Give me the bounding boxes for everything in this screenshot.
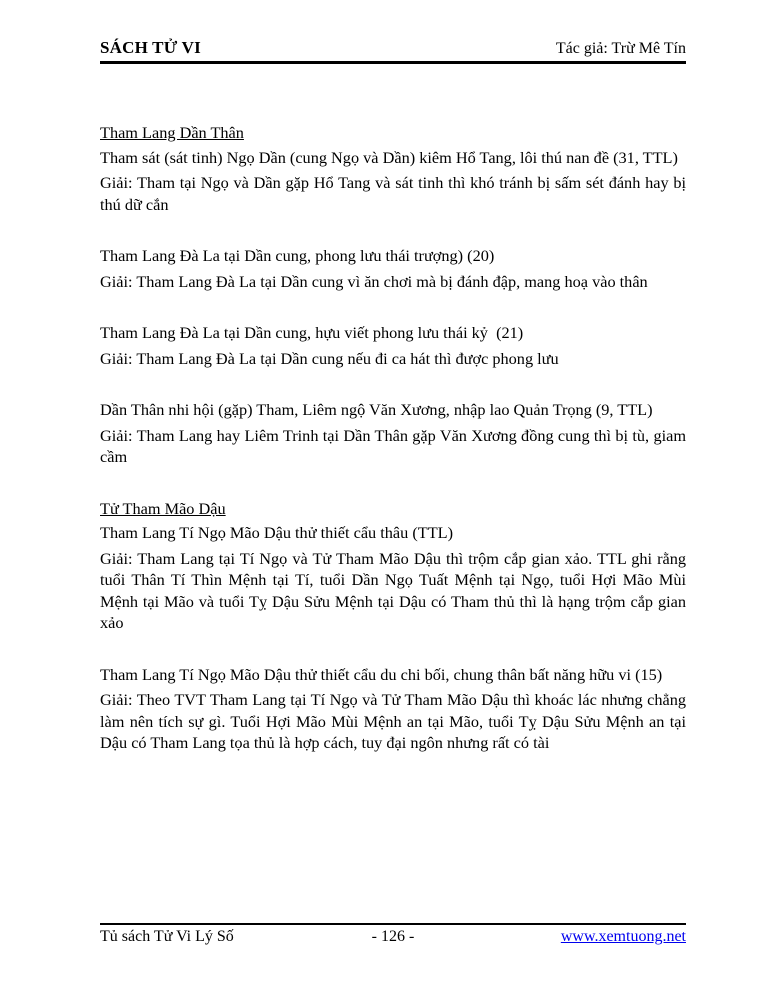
verse-paragraph: Tham sát (sát tinh) Ngọ Dần (cung Ngọ và Dần) kiêm Hổ Tang, lôi thú nan đề (31, TTL) [100, 147, 678, 167]
page-header [100, 38, 686, 64]
verse-paragraph: Tham Lang Đà La tại Dần cung, hựu viết phong lưu thái kỷ (21) [100, 323, 524, 342]
page-number: - 126 - [371, 928, 415, 945]
section-heading: Tham Lang Dần Thân [100, 123, 244, 142]
verse-paragraph: Tham Lang Đà La tại Dần cung, phong lưu thái trượng) (20) [100, 246, 495, 265]
explanation-paragraph: Giải: Tham Lang Đà La tại Dần cung nếu đi ca hát thì được phong lưu [100, 348, 559, 368]
explanation-paragraph: Giải: Tham Lang hay Liêm Trinh tại Dần Thân gặp Văn Xương đồng cung thì bị tù, giam cầm [100, 425, 686, 466]
page-footer [100, 923, 686, 946]
section-heading: Tử Tham Mão Dậu [100, 498, 226, 518]
series-title: Tủ sách Tử Vi Lý Số [100, 928, 234, 945]
explanation-paragraph: Giải: Tham Lang Đà La tại Dần cung vì ăn chơi mà bị đánh đập, mang hoạ vào thân [100, 271, 648, 291]
verse-paragraph: Tham Lang Tí Ngọ Mão Dậu thử thiết cẩu thâu (TTL) [100, 523, 454, 542]
website-link[interactable]: www.xemtuong.net [560, 928, 686, 945]
explanation-paragraph: Giải: Tham Lang tại Tí Ngọ và Tử Tham Mão Dậu thì trộm cắp gian xảo. TTL ghi rằng tuổi Thân Tí Thìn Mệnh tại Tí, tuổi Dần Ngọ Tuất Mệnh tại Ngọ, tuổi Hợi Mão Mùi Mệnh tại Mão và tuổi Tỵ Dậu Sửu Mệnh tại Dậu có Tham thủ thì là hạng trộm cắp gian xảo [100, 548, 686, 632]
verse-paragraph: Dần Thân nhi hội (gặp) Tham, Liêm ngộ Văn Xương, nhập lao Quản Trọng (9, TTL) [100, 400, 653, 419]
explanation-paragraph: Giải: Tham tại Ngọ và Dần gặp Hổ Tang và sát tinh thì khó tránh bị sấm sét đánh hay bị thú dữ cắn [100, 173, 686, 214]
verse-paragraph: Tham Lang Tí Ngọ Mão Dậu thử thiết cẩu du chi bối, chung thân bất năng hữu vi (15) [100, 664, 663, 684]
author-credit: Tác giả: Trừ Mê Tín [555, 40, 686, 57]
explanation-paragraph: Giải: Theo TVT Tham Lang tại Tí Ngọ và Tử Tham Mão Dậu thì khoác lác nhưng chẳng làm nên tích sự gì. Tuổi Hợi Mão Mùi Mệnh an tại Mão, tuổi Tỵ Dậu Sửu Mệnh an tại Dậu có Tham Lang tọa thủ là hợp cách, tuy đại ngôn nhưng rất có tài [100, 690, 686, 752]
book-title: SÁCH TỬ VI [100, 38, 201, 57]
page-body [100, 122, 686, 754]
